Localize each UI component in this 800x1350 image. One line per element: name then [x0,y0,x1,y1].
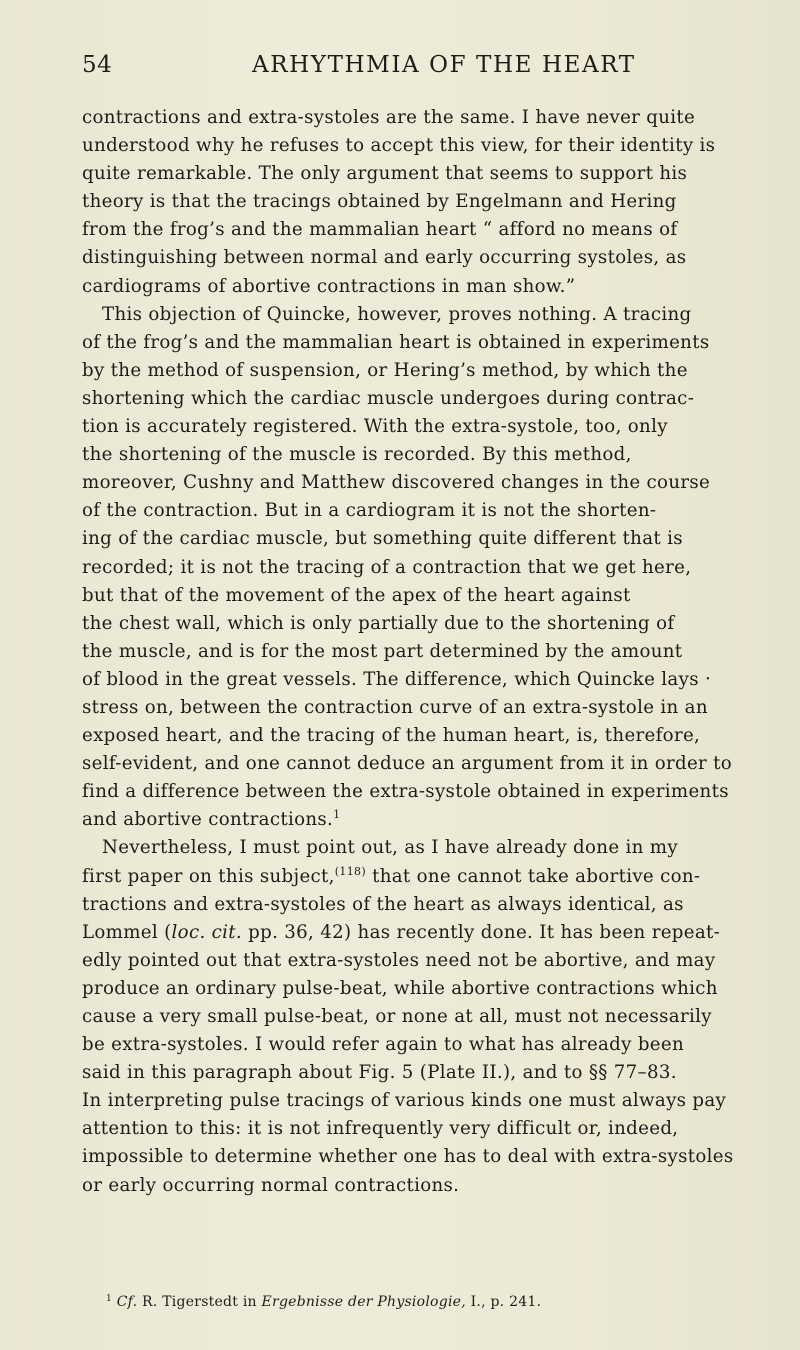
footnote-marker: 1 [106,1294,112,1304]
text-line: self-evident, and one cannot deduce an argument from it in order to [82,753,733,775]
footnote-author: R. Tigerstedt in [137,1294,262,1310]
text-line: impossible to determine whether one has to deal with extra-systoles [82,1146,734,1168]
text-line: contractions and extra-systoles are the same. I have never quite [82,107,696,128]
text-line: find a difference between the extra-systole obtained in experiments [82,781,729,803]
text-line: the chest wall, which is only partially due to the shortening of [82,612,675,634]
text-line: cause a very small pulse-beat, or none at all, must not necessarily [82,1006,712,1027]
text-line: edly pointed out that extra-systoles need not be abortive, and may [82,949,716,971]
running-title: ARHYTHMIA OF THE HEART [252,52,636,78]
text-line: attention to this: it is not infrequently very difficult or, indeed, [82,1118,679,1140]
footnote-title: Ergebnisse der Physiologie, [261,1294,466,1310]
text-line: of blood in the great vessels. The difference, which Quincke lays · [82,668,712,690]
text-fragment-italic: loc. cit. [171,921,243,943]
text-line: distinguishing between normal and early occurring systoles, as [82,247,687,269]
text-line: be extra-systoles. I would refer again to what has already been [82,1034,685,1056]
text-line: said in this paragraph about Fig. 5 (Plate II.), and to §§ 77–83. [82,1062,677,1084]
text-line: tion is accurately registered. With the extra-systole, too, only [82,416,668,438]
text-line [82,806,790,834]
footnote [106,1293,766,1311]
text-line: In interpreting pulse tracings of various kinds one must always pay [82,1090,727,1112]
text-line: from the frog’s and the mammalian heart “ afford no means of [82,219,678,241]
text-line: by the method of suspension, or Hering’s method, by which the [82,359,688,381]
text-line: of the frog’s and the mammalian heart is obtained in experiments [82,331,710,353]
footnote-details: I., p. 241. [465,1294,542,1310]
citation-ref[interactable]: (118) [334,864,366,878]
text-line: quite remarkable. The only argument that seems to support his [82,163,688,185]
text-line [82,863,790,891]
text-fragment: pp. 36, 42) has recently done. It has been repeat- [242,921,721,943]
text-line: of the contraction. But in a cardiogram it is not the shorten- [82,500,657,522]
text-line: the muscle, and is for the most part determined by the amount [82,640,683,662]
text-line: or early occurring normal contractions. [82,1174,460,1196]
text-line: produce an ordinary pulse-beat, while abortive contractions which [82,977,718,999]
text-fragment: Lommel ( [82,921,172,943]
text-line: stress on, between the contraction curve of an extra-systole in an [82,696,708,718]
text-line: Nevertheless, I must point out, as I have already done in my [102,837,678,859]
page-header [82,52,722,92]
text-fragment: and abortive contractions. [82,809,334,831]
footnote-ref[interactable]: 1 [333,808,341,822]
text-line [82,919,790,947]
text-line: exposed heart, and the tracing of the human heart, is, therefore, [82,725,701,747]
text-line: recorded; it is not the tracing of a contraction that we get here, [82,556,692,578]
text-line: shortening which the cardiac muscle undergoes during contrac- [82,387,695,409]
footnote-prefix: Cf. [116,1294,138,1310]
body-text [82,104,790,1200]
text-line: tractions and extra-systoles of the heart as always identical, as [82,893,684,915]
text-line: theory is that the tracings obtained by Engelmann and Hering [82,191,677,213]
text-line: understood why he refuses to accept this view, for their identity is [82,135,716,157]
text-line: moreover, Cushny and Matthew discovered changes in the course [82,472,711,494]
text-fragment: that one cannot take abortive con- [372,865,701,887]
text-fragment: first paper on this subject, [82,865,335,887]
text-line: This objection of Quincke, however, proves nothing. A tracing [102,303,692,325]
text-line: but that of the movement of the apex of the heart against [82,584,631,606]
page-number: 54 [82,52,113,78]
text-line: the shortening of the muscle is recorded. By this method, [82,444,632,466]
text-line: cardiograms of abortive contractions in man show.” [82,275,576,297]
text-line: ing of the cardiac muscle, but something quite different that is [82,528,683,550]
